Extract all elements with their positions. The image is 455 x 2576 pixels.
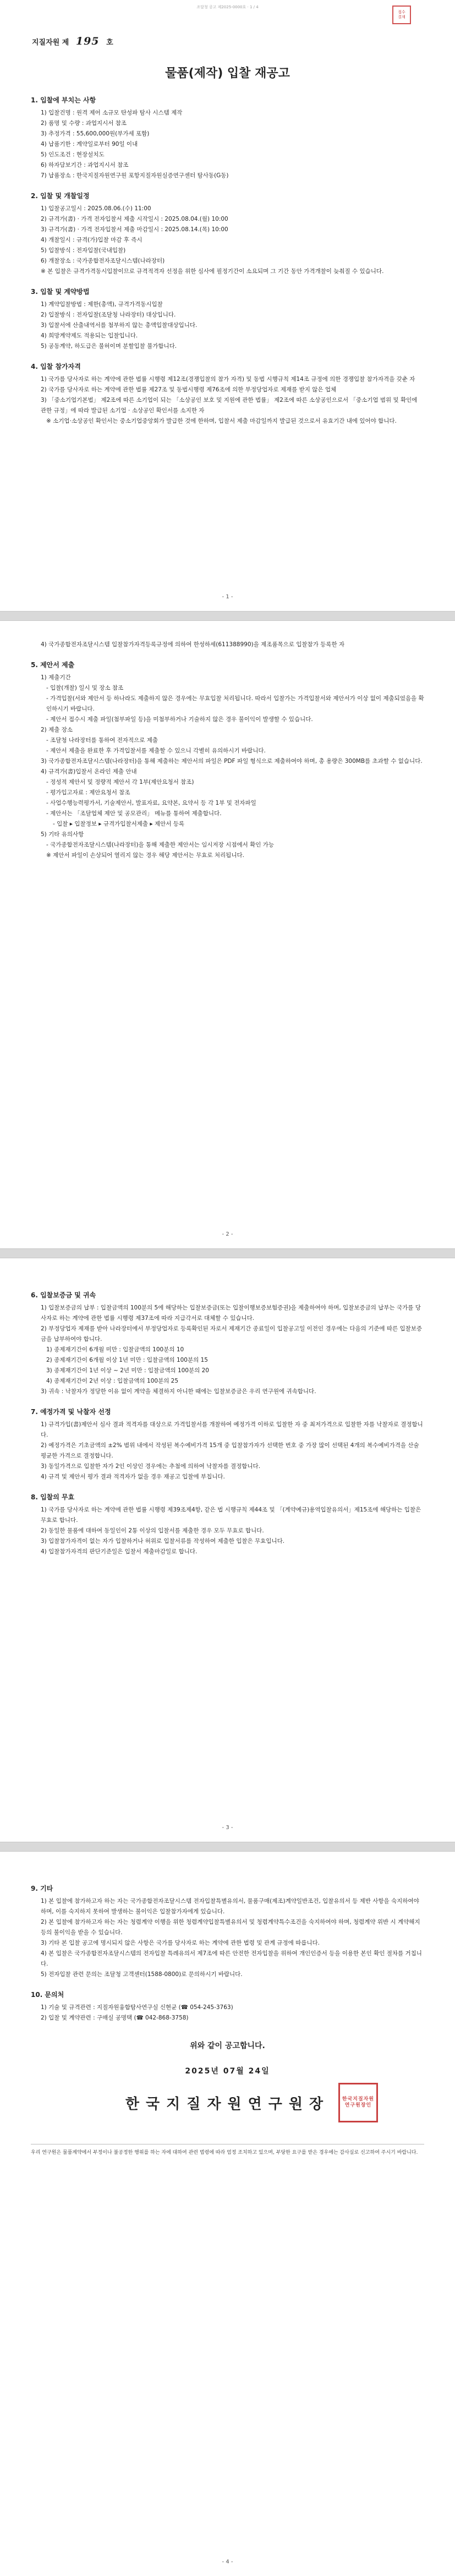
section-6-line: 2) 종제재기간이 6개월 이상 1년 미만 : 입찰금액의 100분의 15 — [46, 1357, 208, 1363]
page-1 — [0, 0, 455, 611]
section-5-line: 5) 기타 유의사항 — [41, 831, 84, 838]
section-8-line: 1) 국가를 당사자로 하는 계약에 관한 법률 시행령 제39조제4항, 같은 법 시행규칙 제44조 및 「(계약예규)용역입찰유의서」제15조에 해당하는 입찰은 무효로 합니다. — [41, 1507, 421, 1524]
section-5-note: ※ 제안서 파일이 손상되어 열리지 않는 경우 해당 제안서는 무효로 처리됩니다. — [46, 852, 244, 859]
section-5-line: - 사업수행능력평가서, 기술제안서, 발표자료, 요약본, 요약서 등 각 1부 및 전자파일 — [46, 800, 256, 806]
section-10-line: 1) 기술 및 규격관련 : 지질자원융합탐사연구실 신현균 (☎ 054-245-3763) — [41, 2004, 233, 2011]
page-number: - 3 - — [222, 1825, 233, 1831]
section-1-line: 1) 입찰건명 : 원격 제어 소규모 탄성파 탐사 시스템 제작 — [41, 110, 183, 116]
section-9-line: 3) 기타 본 입찰 공고에 명시되지 않은 사항은 국가를 당사자로 하는 계약에 관한 법령 및 관계 규정에 따릅니다. — [41, 1940, 320, 1946]
section-2-line: 5) 입찰방식 : 전자입찰(국내입찰) — [41, 247, 126, 254]
section-2-line: 4) 개찰일시 : 규격(가)입찰 마감 후 즉시 — [41, 237, 142, 243]
section-2-line: 6) 개찰장소 : 국가종합전자조달시스템(나라장터) — [41, 258, 165, 264]
section-1-line: 4) 납품기한 : 계약일로부터 90일 이내 — [41, 141, 138, 148]
section-5-line: 2) 제출 장소 — [41, 727, 73, 733]
section-5-line: - 조달청 나라장터를 통하여 전자적으로 제출 — [46, 737, 158, 744]
closing-statement: 위와 같이 공고합니다. — [190, 2042, 265, 2050]
section-5-line: - 입찰(개찰) 일시 및 장소 참조 — [46, 685, 124, 691]
section-4-line: 3) 「중소기업기본법」 제2조에 따른 소기업이 되는 「소상공인 보호 및 지원에 관한 법률」 제2조에 따른 소상공인으로서 「중소기업 범위 및 확인에 관한 규정」에 따라 발급된 소기업 · 소상공인 확인서를 소지한 자 — [41, 397, 418, 414]
section-5-title: 5. 제안서 제출 — [31, 661, 75, 669]
section-6-line: 4) 종제재기간이 2년 이상 : 입찰금액의 100분의 25 — [46, 1378, 179, 1384]
page-4 — [0, 1852, 455, 2576]
section-1-title: 1. 입찰에 부치는 사항 — [31, 96, 96, 104]
section-2-line: 2) 규격가(書) · 가격 전자입찰서 제출 시작일시 : 2025.08.04.(월) 10:00 — [41, 216, 228, 222]
section-8-title: 8. 입찰의 무효 — [31, 1493, 75, 1501]
issuer-name-text: 한국지질자원연구원장 — [125, 2096, 330, 2113]
section-7-line: 4) 규격 및 제안서 평가 결과 적격자가 없을 경우 재공고 입찰에 부칩니다. — [41, 1473, 225, 1480]
section-8-line: 3) 입찰참가자격이 없는 자가 입찰하거나 허위로 입찰서류를 작성하여 제출한 입찰은 무효입니다. — [41, 1538, 285, 1544]
section-8-line: 2) 동일한 물품에 대하여 동일인이 2통 이상의 입찰서를 제출한 경우 모두 무효로 합니다. — [41, 1527, 264, 1534]
page-number: - 2 - — [222, 1231, 233, 1237]
section-2-line: 1) 입찰공고일시 : 2025.08.06.(수) 11:00 — [41, 205, 151, 212]
doc-number-suffix: 호 — [106, 39, 113, 47]
section-3-line: 3) 입찰서에 산출내역서를 첨부하지 않는 총액입찰대상입니다. — [41, 322, 198, 329]
section-6-title: 6. 입찰보증금 및 귀속 — [31, 1291, 96, 1299]
section-3-line: 1) 계약입찰방법 : 제한(총액), 규격가격동시입찰 — [41, 301, 163, 308]
section-10-title: 10. 문의처 — [31, 1991, 64, 1999]
section-6-line: 1) 입찰보증금의 납부 : 입찰금액의 100분의 5에 해당하는 입찰보증금(또는 입찰이행보증보험증권)을 제출하여야 하며, 입찰보증금의 납부는 국가를 당사자로 하는 계약에 관한 법률 시행령 제37조에 따라 지급각서로 대체할 수 있습니다. — [41, 1305, 421, 1322]
section-7-line: 2) 예정가격은 기초금액의 ±2% 범위 내에서 작성된 복수예비가격 15개 중 입찰참가자가 선택한 번호 중 가장 많이 선택된 4개의 복수예비가격을 산술평균한 가격으로 결정합니다. — [41, 1442, 419, 1459]
section-5-line: 3) 국가종합전자조달시스템(나라장터)을 통해 제출하는 제안서의 파일은 PDF 파일 형식으로 제출하여야 하며, 총 용량은 300MB를 초과할 수 없습니다. — [41, 758, 423, 765]
section-6-line: 2) 부정당업자 제재를 받아 나라장터에서 부정당업자로 등록확인된 자로서 제재기간 종료일이 입찰공고일 이전인 경우에는 다음의 기준에 따른 입찰보증금을 납부하여야 합니다. — [41, 1325, 423, 1342]
section-2-title: 2. 입찰 및 개찰일정 — [31, 192, 90, 200]
section-5-line: - 제안서 접수시 제출 파일(첨부파일 등)을 미첨부하거나 기술하지 않은 경우 불이익이 발생할 수 있습니다. — [46, 716, 313, 723]
section-6-line: 1) 종제재기간이 6개월 미만 : 입찰금액의 100분의 10 — [46, 1346, 184, 1353]
official-seal: 한국지질자원연구원장인 — [338, 2083, 378, 2122]
section-5-line: - 정성적 제안서 및 정량적 제안서 각 1부(제안요청서 참조) — [46, 779, 194, 785]
issuer-name — [31, 2093, 424, 2113]
section-1-line: 5) 인도조건 : 현장설치도 — [41, 151, 105, 158]
page-number: - 1 - — [222, 594, 233, 600]
section-5-line: - 입찰 ▸ 입찰정보 ▸ 규격가입찰서제출 ▸ 제안서 등록 — [53, 821, 185, 827]
section-9-line: 2) 본 입찰에 참가하고자 하는 자는 청렴계약 이행을 위한 청렴계약입찰특별유의서 및 청렴계약특수조건을 숙지하여야 하며, 청렴계약 위반 시 계약해지 등의 불이익을 받을 수 있습니다. — [41, 1919, 420, 1936]
section-4-line: 2) 국가를 당사자로 하는 계약에 관한 법률 제27조 및 동법시행령 제76조에 의한 부정당업자로 제재를 받지 않은 업체 — [41, 386, 337, 393]
section-6-line: 3) 귀속 : 낙찰자가 정당한 이유 없이 계약을 체결하지 아니한 때에는 입찰보증금은 우리 연구원에 귀속합니다. — [41, 1388, 316, 1395]
section-9-title: 9. 기타 — [31, 1885, 53, 1892]
doc-number — [32, 35, 424, 47]
section-3-line: 4) 희망계약제도 적용되는 입찰입니다. — [41, 332, 138, 339]
section-10-line: 2) 입찰 및 계약관련 : 구매실 공명택 (☎ 042-868-3758) — [41, 2015, 189, 2021]
section-5-line: - 제안서 제출을 완료한 후 가격입찰서를 제출할 수 있으니 각별히 유의하시기 바랍니다. — [46, 747, 266, 754]
section-2-line: 3) 규격가(書) · 가격 전자입찰서 제출 마감일시 : 2025.08.14.(목) 10:00 — [41, 226, 228, 233]
section-5-line: - 국가종합전자조달시스템(나라장터)을 통해 제출한 제안서는 임시저장 시점에서 확인 가능 — [46, 842, 274, 848]
section-2-note: ※ 본 입찰은 규격가격동시입찰이므로 규격적격자 선정을 위한 심사에 필정기간이 소요되며 그 기간 동안 가격개찰이 늦춰질 수 있습니다. — [41, 268, 384, 275]
section-1-line: 7) 납품장소 : 한국지질자원연구원 포항지질자원실증연구센터 탐사동(G동) — [41, 172, 229, 179]
section-1-line: 2) 품명 및 수량 : 과업지시서 참조 — [41, 120, 127, 127]
section-9-line: 1) 본 입찰에 참가하고자 하는 자는 국가종합전자조달시스템 전자입찰특별유의서, 물품구매(제조)계약일반조건, 입찰유의서 등 제반 사항을 숙지하여야 하며, 이를 숙지하지 못하여 발생하는 불이익은 입찰참가자에게 있습니다. — [41, 1898, 419, 1915]
section-4-note: ※ 소기업·소상공인 확인서는 중소기업중앙회가 발급한 것에 한하며, 입찰서 제출 마감일까지 발급된 것으로서 유효기간 내에 있어야 합니다. — [46, 418, 397, 424]
section-3-line: 5) 공동계약, 하도급은 불허이며 분할입찰 불가합니다. — [41, 343, 177, 350]
section-4-title: 4. 입찰 참가자격 — [31, 363, 81, 370]
page-title: 물품(제작) 입찰 재공고 — [165, 67, 290, 80]
section-3-line: 2) 입찰방식 : 전자입찰(조달청 나라장터) 대상입니다. — [41, 312, 176, 318]
section-5-line: 1) 제출기간 — [41, 674, 71, 681]
section-1-line: 3) 추정가격 : 55,600,000원(부가세 포함) — [41, 130, 150, 137]
section-9-line: 4) 본 입찰은 국가종합전자조달시스템의 전자입찰 특례유의서 제7조에 따른 안전한 전자입찰을 위하여 개인인증서 등을 이용한 본인 확인 절차를 거칩니다. — [41, 1950, 422, 1967]
section-5-line: - 평가입고자료 : 제안요청서 참조 — [46, 789, 130, 796]
section-3-title: 3. 입찰 및 계약방법 — [31, 288, 90, 296]
section-5-line: - 가격입찰(서와 제안서 등 하나라도 제출하지 않은 경우에는 무효입찰 처리됩니다. 따라서 입찰가는 가격입찰서와 제안서가 이상 없이 제출되었음을 확인하시기 바랍니다. — [46, 695, 424, 712]
section-7-title: 7. 예정가격 및 낙찰자 선정 — [31, 1408, 111, 1416]
section-4-line: 1) 국가를 당사자로 하는 계약에 관한 법률 시행령 제12조(경쟁입찰의 참가 자격) 및 동법 시행규칙 제14조 규정에 의한 경쟁입찰 참가자격을 갖춘 자 — [41, 376, 415, 383]
page-header: 조달청 공고 제2025-0000호 · 1 / 4 — [196, 5, 259, 9]
section-1-line: 6) 하자담보기간 : 과업지시서 참조 — [41, 162, 129, 168]
footer-note: 우리 연구원은 물품계약에서 부정이나 불공정한 행위를 하는 자에 대하여 관련 법령에 따라 엄정 조치하고 있으며, 부당한 요구를 받은 경우에는 감사실로 신고하여 주시기 바랍니다. — [31, 2144, 424, 2157]
doc-number-prefix: 지질자원 제 — [32, 39, 69, 47]
notice-date: 2025년 07월 24일 — [185, 2067, 270, 2076]
section-7-line: 3) 동일가격으로 입찰한 자가 2인 이상인 경우에는 추첨에 의하여 낙찰자를 결정합니다. — [41, 1463, 261, 1470]
page-2 — [0, 621, 455, 1248]
section-6-line: 3) 종제재기간이 1년 이상 ~ 2년 미만 : 입찰금액의 100분의 20 — [46, 1367, 209, 1374]
section-9-line: 5) 전자입찰 관련 문의는 조달청 고객센터(1588-0800)로 문의하시기 바랍니다. — [41, 1971, 243, 1978]
section-7-line: 1) 규격가입(書)제안서 심사 결과 적격자를 대상으로 가격입찰서를 개찰하여 예정가격 이하로 입찰한 자 중 최저가격으로 입찰한 자를 낙찰자로 결정합니다. — [41, 1421, 423, 1438]
section-8-line: 4) 입찰참가자격의 판단기준일은 입찰서 제출마감일로 합니다. — [41, 1548, 198, 1555]
doc-number-value: 195 — [75, 35, 100, 47]
stamp-mark: 접수 결재 — [392, 6, 411, 24]
section-5-line: 4) 규격가(書)입찰서 온라인 제출 안내 — [41, 768, 137, 775]
section-4-line: 4) 국가종합전자조달시스템 입찰참가자격등록규정에 의하여 한성하세(611388990)을 제조품목으로 입찰참가 등록한 자 — [41, 641, 345, 648]
page-3 — [0, 1258, 455, 1842]
section-5-line: - 제안서는 「조달업체 제안 및 공모관리」 메뉴를 통하여 제출합니다. — [46, 810, 222, 817]
page-number: - 4 - — [222, 2559, 233, 2565]
